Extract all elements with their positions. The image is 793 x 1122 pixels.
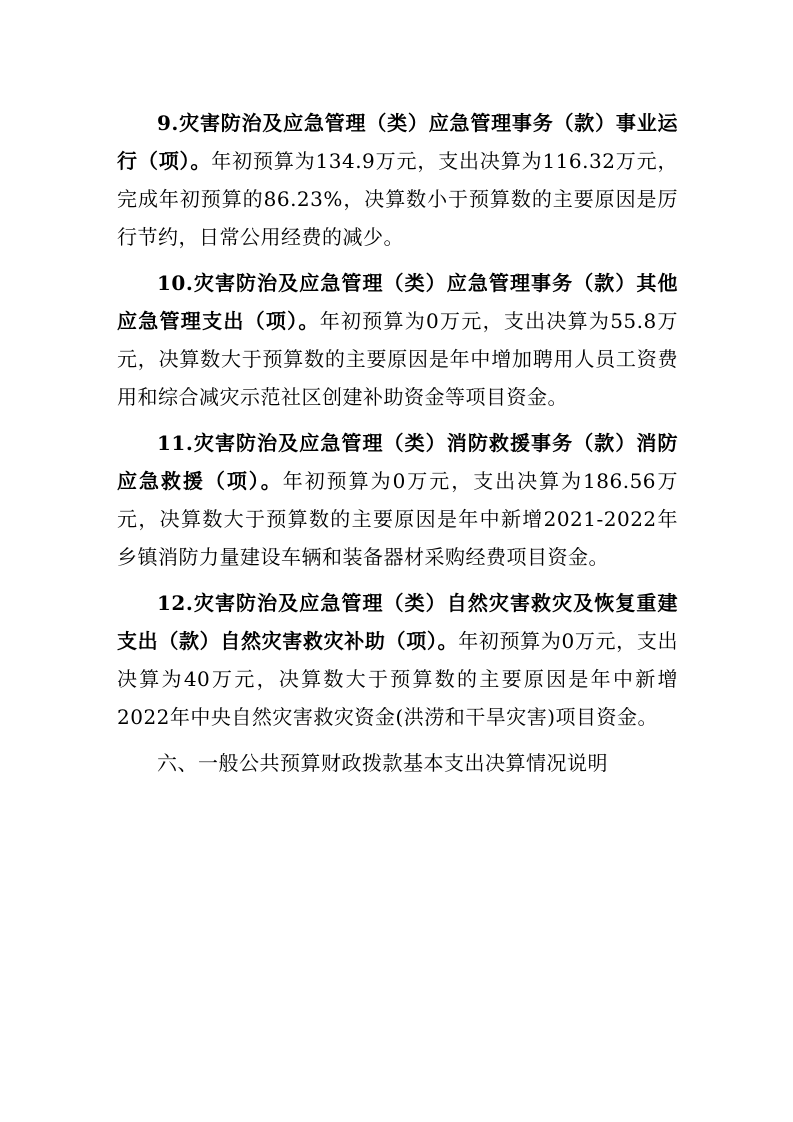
paragraph-item-10 xyxy=(117,264,678,416)
document-page xyxy=(117,104,678,782)
paragraph-title: 10.灾害防治及应急管理（类）应急管理事务（款）其他应急管理支出（项）。 xyxy=(117,271,678,333)
paragraph-body: 年初预算为0万元，支出决算为186.56万元，决算数大于预算数的主要原因是年中新增2021-2022年乡镇消防力量建设车辆和装备器材采购经费项目资金。 xyxy=(117,469,678,569)
paragraph-body: 年初预算为0万元，支出决算为40万元，决算数大于预算数的主要原因是年中新增2022年中央自然灾害救灾资金(洪涝和干旱灾害)项目资金。 xyxy=(117,629,678,729)
paragraph-title: 12.灾害防治及应急管理（类）自然灾害救灾及恢复重建支出（款）自然灾害救灾补助（项）。 xyxy=(117,591,678,653)
section-heading: 六、一般公共预算财政拨款基本支出决算情况说明 xyxy=(157,751,608,775)
paragraph-item-11 xyxy=(117,424,678,576)
paragraph-item-12 xyxy=(117,584,678,736)
paragraph-item-9 xyxy=(117,104,678,256)
paragraph-body: 年初预算为134.9万元，支出决算为116.32万元，完成年初预算的86.23%，决算数小于预算数的主要原因是厉行节约，日常公用经费的减少。 xyxy=(117,149,678,249)
paragraph-title: 11.灾害防治及应急管理（类）消防救援事务（款）消防应急救援（项）。 xyxy=(117,431,678,493)
paragraph-title: 9.灾害防治及应急管理（类）应急管理事务（款）事业运行（项）。 xyxy=(117,111,678,173)
paragraph-body: 年初预算为0万元，支出决算为55.8万元，决算数大于预算数的主要原因是年中增加聘用人员工资费用和综合减灾示范社区创建补助资金等项目资金。 xyxy=(117,309,678,409)
